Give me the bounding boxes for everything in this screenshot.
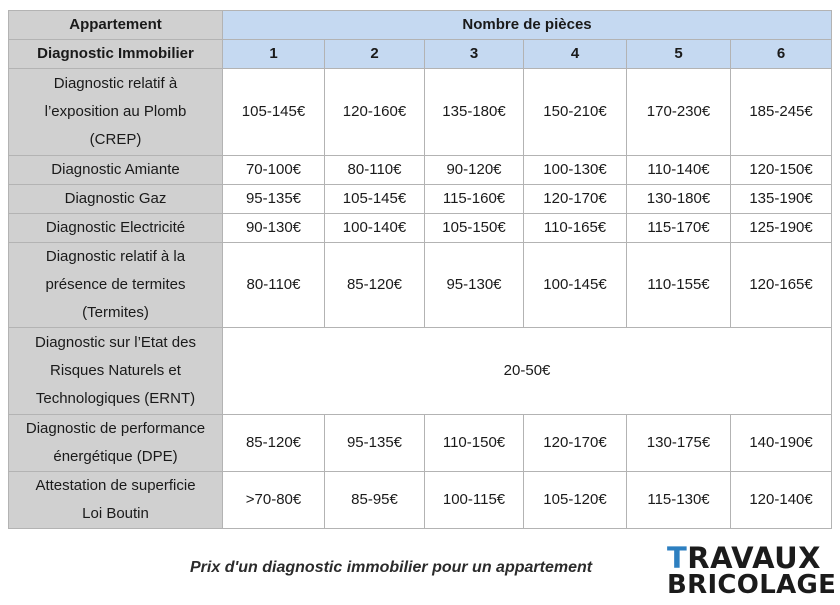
price-cell: 100-140€: [325, 214, 425, 243]
price-cell: 95-130€: [425, 243, 524, 328]
row-label: [9, 328, 223, 415]
price-cell: 70-100€: [223, 156, 325, 185]
price-cell: 115-170€: [627, 214, 731, 243]
price-cell: 110-155€: [627, 243, 731, 328]
price-cell: 85-95€: [325, 472, 425, 529]
price-cell: 85-120€: [223, 415, 325, 472]
price-cell: 120-165€: [731, 243, 832, 328]
price-cell: 120-150€: [731, 156, 832, 185]
price-cell: 135-180€: [425, 69, 524, 156]
row-label: [9, 214, 223, 243]
header-appartement: Appartement: [9, 11, 223, 40]
price-table: [8, 10, 832, 529]
header-nombre-de-pieces: Nombre de pièces: [223, 11, 832, 40]
row-label-line: Risques Naturels et: [50, 362, 181, 379]
table-row: [9, 185, 832, 214]
table-row: [9, 214, 832, 243]
row-label-line: Diagnostic sur l’Etat des: [35, 334, 196, 351]
header-row-top: [9, 11, 832, 40]
header-col-1: 1: [223, 40, 325, 69]
price-cell: 120-140€: [731, 472, 832, 529]
price-cell: 120-170€: [524, 415, 627, 472]
header-row-sub: [9, 40, 832, 69]
table-row: [9, 243, 832, 328]
row-label-line: (CREP): [89, 131, 142, 148]
price-cell: 105-145€: [325, 185, 425, 214]
table-row: [9, 69, 832, 156]
row-label: [9, 185, 223, 214]
row-label: [9, 243, 223, 328]
price-cell: 105-120€: [524, 472, 627, 529]
row-label-line: Diagnostic relatif à: [53, 75, 178, 92]
price-cell: 130-175€: [627, 415, 731, 472]
row-label: [9, 472, 223, 529]
logo-line-1-rest: RAVAUX: [687, 541, 822, 575]
table-body: [9, 69, 832, 529]
price-cell: 85-120€: [325, 243, 425, 328]
row-label: [9, 69, 223, 156]
logo-line-2: BRICOLAGE: [667, 570, 837, 600]
price-cell: 95-135€: [325, 415, 425, 472]
row-label-line: Diagnostic Electricité: [45, 219, 186, 236]
table-row: [9, 156, 832, 185]
table-caption: Prix d'un diagnostic immobilier pour un appartement: [190, 559, 593, 576]
header-col-4: 4: [524, 40, 627, 69]
price-cell: 95-135€: [223, 185, 325, 214]
row-label-line: Diagnostic Amiante: [51, 161, 180, 178]
price-cell: >70-80€: [223, 472, 325, 529]
travaux-bricolage-logo: [667, 541, 837, 600]
price-cell: 135-190€: [731, 185, 832, 214]
row-label-line: Loi Boutin: [82, 505, 149, 522]
table-row: [9, 328, 832, 415]
row-label-line: l’exposition au Plomb: [44, 103, 187, 120]
table-row: [9, 415, 832, 472]
row-label-line: énergétique (DPE): [53, 448, 178, 465]
price-cell: 130-180€: [627, 185, 731, 214]
price-cell: 110-165€: [524, 214, 627, 243]
row-label-line: Technologiques (ERNT): [35, 390, 196, 407]
price-cell: 125-190€: [731, 214, 832, 243]
logo-t-letter: T: [667, 541, 688, 575]
table-row: [9, 472, 832, 529]
row-label-line: Diagnostic Gaz: [64, 190, 167, 207]
price-cell-merged: 20-50€: [223, 328, 832, 415]
header-col-2: 2: [325, 40, 425, 69]
price-cell: 185-245€: [731, 69, 832, 156]
price-cell: 100-130€: [524, 156, 627, 185]
price-cell: 105-150€: [425, 214, 524, 243]
price-cell: 150-210€: [524, 69, 627, 156]
header-col-3: 3: [425, 40, 524, 69]
price-cell: 110-150€: [425, 415, 524, 472]
price-cell: 110-140€: [627, 156, 731, 185]
price-cell: 120-160€: [325, 69, 425, 156]
header-diagnostic-immobilier: Diagnostic Immobilier: [9, 40, 223, 69]
price-cell: 90-120€: [425, 156, 524, 185]
price-cell: 100-145€: [524, 243, 627, 328]
row-label: [9, 156, 223, 185]
price-cell: 80-110€: [223, 243, 325, 328]
row-label-line: Diagnostic de performance: [25, 420, 206, 437]
price-cell: 115-130€: [627, 472, 731, 529]
row-label: [9, 415, 223, 472]
price-cell: 170-230€: [627, 69, 731, 156]
price-cell: 80-110€: [325, 156, 425, 185]
row-label-line: présence de termites: [45, 276, 186, 293]
header-col-6: 6: [731, 40, 832, 69]
price-cell: 105-145€: [223, 69, 325, 156]
price-cell: 90-130€: [223, 214, 325, 243]
header-col-5: 5: [627, 40, 731, 69]
price-cell: 120-170€: [524, 185, 627, 214]
row-label-line: (Termites): [82, 304, 149, 321]
price-cell: 115-160€: [425, 185, 524, 214]
row-label-line: Diagnostic relatif à la: [45, 248, 186, 265]
price-cell: 100-115€: [425, 472, 524, 529]
row-label-line: Attestation de superficie: [35, 477, 196, 494]
price-cell: 140-190€: [731, 415, 832, 472]
